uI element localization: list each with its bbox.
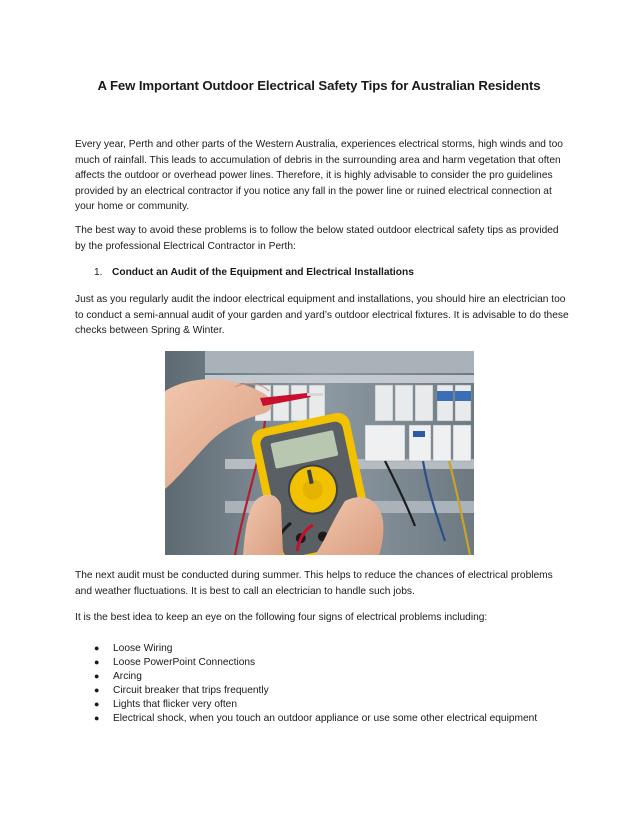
list-item-text: Loose PowerPoint Connections bbox=[113, 657, 256, 668]
list-number: 1. bbox=[94, 267, 103, 278]
numbered-heading bbox=[94, 265, 414, 280]
bullet-icon: ● bbox=[94, 657, 100, 667]
multimeter-photo bbox=[165, 351, 474, 555]
list-item-text: Electrical shock, when you touch an outdoor appliance or use some other electrical equipment bbox=[113, 713, 538, 724]
bullet-icon: ● bbox=[94, 713, 100, 723]
numbered-heading-text: Conduct an Audit of the Equipment and Electrical Installations bbox=[112, 267, 414, 278]
list-item bbox=[94, 655, 537, 669]
intro-paragraph: Every year, Perth and other parts of the Western Australia, experiences electrical storms, high winds and too much of rainfall. This leads to accumulation of debris in the surrounding area and harm vegetation that often affects the outdoor or overhead power lines. Therefore, it is highly advisable to consider the pro guidelines provided by an electrical contractor if you notice any fall in the power line or ruined electrical connection at your home or community. bbox=[75, 139, 563, 213]
list-item bbox=[94, 683, 537, 697]
bullet-icon: ● bbox=[94, 643, 100, 653]
list-item bbox=[94, 697, 537, 711]
list-item bbox=[94, 641, 537, 655]
list-item-text: Lights that flicker very often bbox=[113, 699, 238, 710]
bullet-icon: ● bbox=[94, 699, 100, 709]
list-item-text: Arcing bbox=[113, 671, 142, 682]
list-item bbox=[94, 711, 537, 725]
bullet-list bbox=[94, 641, 537, 725]
tips-intro-paragraph: The best way to avoid these problems is to follow the below stated outdoor electrical safety tips as provided by the professional Electrical Contractor in Perth: bbox=[75, 225, 559, 252]
list-item-text: Loose Wiring bbox=[113, 643, 173, 654]
bullet-icon: ● bbox=[94, 685, 100, 695]
bullet-icon: ● bbox=[94, 671, 100, 681]
audit-paragraph: Just as you regularly audit the indoor electrical equipment and installations, you should hire an electrician too to conduct a semi-annual audit of your garden and yard’s outdoor electrical fixtures. It is advisable to do these checks between Spring & Winter. bbox=[75, 294, 569, 337]
page-title: A Few Important Outdoor Electrical Safety Tips for Australian Residents bbox=[97, 78, 541, 93]
summer-audit-paragraph: The next audit must be conducted during summer. This helps to reduce the chances of electrical problems and weather fluctuations. It is best to call an electrician to handle such jobs. bbox=[75, 570, 553, 597]
list-item bbox=[94, 669, 537, 683]
list-item-text: Circuit breaker that trips frequently bbox=[113, 685, 269, 696]
signs-intro-paragraph: It is the best idea to keep an eye on the following four signs of electrical problems including: bbox=[75, 612, 488, 623]
